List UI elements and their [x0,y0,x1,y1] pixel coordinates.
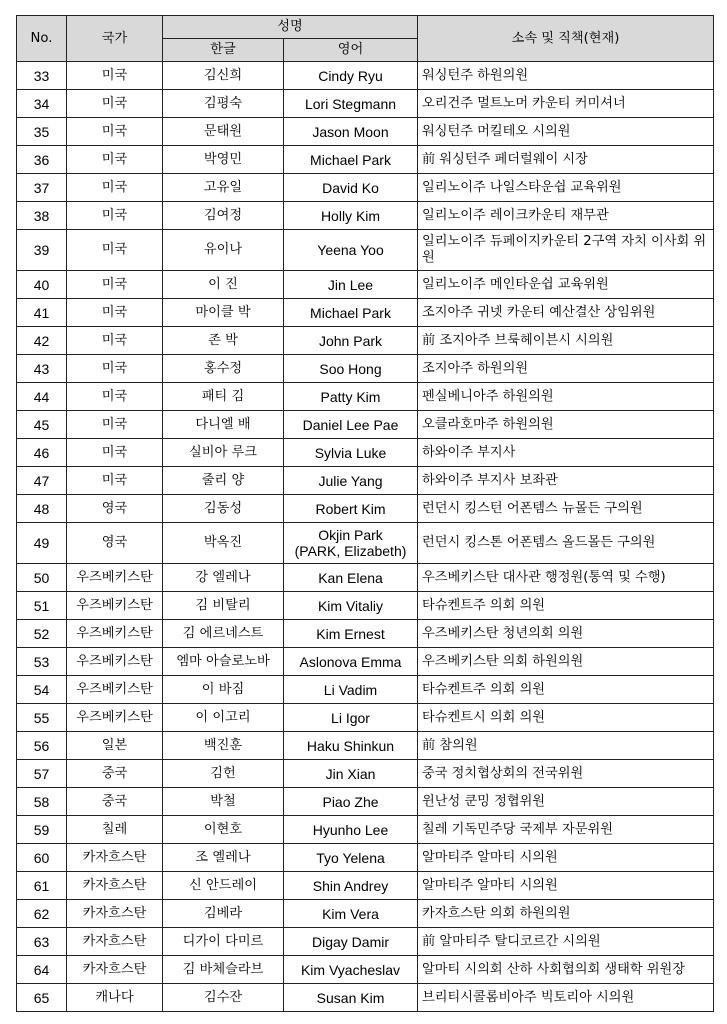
table-row [17,872,714,900]
row-country: 미국 [67,202,163,230]
header-country: 국가 [67,16,163,62]
table-row [17,816,714,844]
row-number: 40 [17,271,67,299]
row-number: 58 [17,788,67,816]
row-name-korean: 김 에르네스트 [163,620,284,648]
row-name-korean: 박철 [163,788,284,816]
row-name-english: Tyo Yelena [284,844,418,872]
row-country: 우즈베키스탄 [67,564,163,592]
row-name-korean: 실비아 루크 [163,439,284,467]
row-position: 조지아주 하원의원 [418,355,714,383]
row-position: 前 조지아주 브룩헤이븐시 시의원 [418,327,714,355]
row-position: 타슈켄트주 의회 의원 [418,592,714,620]
row-position: 알마티주 알마티 시의원 [418,844,714,872]
row-country: 카자흐스탄 [67,844,163,872]
row-number: 44 [17,383,67,411]
row-country: 중국 [67,760,163,788]
table-row [17,592,714,620]
row-country: 우즈베키스탄 [67,592,163,620]
row-position: 하와이주 부지사 [418,439,714,467]
row-number: 51 [17,592,67,620]
row-country: 카자흐스탄 [67,956,163,984]
row-position: 펜실베니아주 하원의원 [418,383,714,411]
row-number: 59 [17,816,67,844]
table-row [17,648,714,676]
table-row [17,411,714,439]
row-name-korean: 김동성 [163,495,284,523]
header-no: No. [17,16,67,62]
row-name-english: Michael Park [284,146,418,174]
row-number: 47 [17,467,67,495]
row-number: 55 [17,704,67,732]
row-country: 우즈베키스탄 [67,648,163,676]
row-name-korean: 김베라 [163,900,284,928]
row-position: 우즈베키스탄 대사관 행정원(통역 및 수행) [418,564,714,592]
row-name-english: Li Igor [284,704,418,732]
row-name-korean: 디가이 다미르 [163,928,284,956]
row-number: 62 [17,900,67,928]
row-country: 영국 [67,523,163,564]
row-number: 54 [17,676,67,704]
row-position: 카자흐스탄 의회 하원의원 [418,900,714,928]
row-name-korean: 다니엘 배 [163,411,284,439]
row-number: 60 [17,844,67,872]
row-name-english: Jason Moon [284,118,418,146]
row-country: 영국 [67,495,163,523]
row-name-english: Cindy Ryu [284,62,418,90]
row-number: 50 [17,564,67,592]
row-country: 미국 [67,62,163,90]
row-position: 前 알마티주 탈디코르간 시의원 [418,928,714,956]
row-number: 41 [17,299,67,327]
row-name-korean: 김평숙 [163,90,284,118]
row-name-english: Lori Stegmann [284,90,418,118]
row-position: 오클라호마주 하원의원 [418,411,714,439]
row-country: 카자흐스탄 [67,900,163,928]
row-name-english: Kan Elena [284,564,418,592]
row-position: 일리노이주 나일스타운쉽 교육위원 [418,174,714,202]
row-name-english: Digay Damir [284,928,418,956]
row-number: 65 [17,984,67,1012]
row-name-english: Sylvia Luke [284,439,418,467]
row-country: 카자흐스탄 [67,928,163,956]
row-name-korean: 문태원 [163,118,284,146]
row-position: 타슈켄트시 의회 의원 [418,704,714,732]
row-position: 타슈켄트주 의회 의원 [418,676,714,704]
row-position: 알마티주 알마티 시의원 [418,872,714,900]
table-row [17,230,714,271]
table-row [17,62,714,90]
row-name-korean: 고유일 [163,174,284,202]
row-name-korean: 홍수정 [163,355,284,383]
row-name-korean: 김신희 [163,62,284,90]
row-number: 39 [17,230,67,271]
row-number: 49 [17,523,67,564]
row-position: 前 참의원 [418,732,714,760]
row-name-korean: 백진훈 [163,732,284,760]
row-name-english: Daniel Lee Pae [284,411,418,439]
table-row [17,844,714,872]
row-name-english: Kim Vitaliy [284,592,418,620]
row-name-english: Shin Andrey [284,872,418,900]
row-country: 미국 [67,174,163,202]
row-name-english: Yeena Yoo [284,230,418,271]
table-row [17,956,714,984]
row-name-english: Kim Vera [284,900,418,928]
row-name-english: Aslonova Emma [284,648,418,676]
row-position: 일리노이주 메인타운쉽 교육위원 [418,271,714,299]
row-number: 35 [17,118,67,146]
row-country: 미국 [67,146,163,174]
row-country: 우즈베키스탄 [67,704,163,732]
roster-table [16,15,714,1012]
row-number: 61 [17,872,67,900]
row-name-korean: 마이클 박 [163,299,284,327]
table-row [17,383,714,411]
row-position: 하와이주 부지사 보좌관 [418,467,714,495]
row-country: 미국 [67,411,163,439]
row-name-korean: 유이나 [163,230,284,271]
table-row [17,439,714,467]
row-country: 우즈베키스탄 [67,676,163,704]
row-name-korean: 존 박 [163,327,284,355]
table-body [17,62,714,1012]
row-position: 워싱턴주 하원의원 [418,62,714,90]
row-name-english: Hyunho Lee [284,816,418,844]
header-name-korean: 한글 [163,39,284,62]
row-name-english: Jin Xian [284,760,418,788]
row-position: 중국 정치협상회의 전국위원 [418,760,714,788]
table-row [17,788,714,816]
row-name-english: Soo Hong [284,355,418,383]
table-row [17,118,714,146]
row-country: 미국 [67,383,163,411]
row-number: 45 [17,411,67,439]
row-country: 우즈베키스탄 [67,620,163,648]
row-name-english: Kim Vyacheslav [284,956,418,984]
row-name-english: Holly Kim [284,202,418,230]
row-country: 미국 [67,230,163,271]
row-name-korean: 엠마 아슬로노바 [163,648,284,676]
table-row [17,928,714,956]
table-row [17,146,714,174]
row-name-korean: 조 옐레나 [163,844,284,872]
row-name-korean: 김여정 [163,202,284,230]
row-number: 53 [17,648,67,676]
row-name-korean: 줄리 양 [163,467,284,495]
header-position: 소속 및 직책(현재) [418,16,714,62]
row-name-korean: 박영민 [163,146,284,174]
table-row [17,564,714,592]
row-number: 52 [17,620,67,648]
row-number: 64 [17,956,67,984]
row-position: 우즈베키스탄 청년의회 의원 [418,620,714,648]
row-name-english: David Ko [284,174,418,202]
row-country: 미국 [67,118,163,146]
row-number: 57 [17,760,67,788]
row-position: 일리노이주 듀페이지카운티 2구역 자치 이사회 위원 [418,230,714,271]
header-name-group: 성명 [163,16,418,39]
table-row [17,271,714,299]
table-row [17,900,714,928]
row-name-korean: 신 안드레이 [163,872,284,900]
row-name-english-line1: Okjin Park [318,527,383,543]
header-name-english: 영어 [284,39,418,62]
row-position: 조지아주 귀넷 카운티 예산결산 상임위원 [418,299,714,327]
row-name-korean: 김 비탈리 [163,592,284,620]
table-row [17,355,714,383]
row-country: 미국 [67,90,163,118]
row-position: 런던시 킹스턴 어폰템스 뉴몰든 구의원 [418,495,714,523]
row-name-korean: 이 이고리 [163,704,284,732]
row-country: 캐나다 [67,984,163,1012]
row-name-english: Susan Kim [284,984,418,1012]
table-row [17,760,714,788]
row-position: 브리티시콜롬비아주 빅토리아 시의원 [418,984,714,1012]
row-name-korean: 박옥진 [163,523,284,564]
table-row [17,620,714,648]
row-country: 미국 [67,271,163,299]
row-name-english: Patty Kim [284,383,418,411]
row-country: 미국 [67,467,163,495]
table-row [17,495,714,523]
row-number: 43 [17,355,67,383]
row-name-english: Julie Yang [284,467,418,495]
table-row [17,467,714,495]
row-number: 33 [17,62,67,90]
row-number: 34 [17,90,67,118]
table-row [17,299,714,327]
row-name-korean: 패티 김 [163,383,284,411]
row-name-english: Haku Shinkun [284,732,418,760]
table-row [17,676,714,704]
row-name-english: John Park [284,327,418,355]
row-name-korean: 이현호 [163,816,284,844]
table-row [17,174,714,202]
table-row [17,523,714,564]
row-name-english: Kim Ernest [284,620,418,648]
row-position: 윈난성 쿤밍 정협위원 [418,788,714,816]
row-position: 前 워싱턴주 페더럴웨이 시장 [418,146,714,174]
row-name-korean: 이 바짐 [163,676,284,704]
row-position: 알마티 시의회 산하 사회협의회 생태학 위원장 [418,956,714,984]
table-row [17,732,714,760]
row-position: 워싱턴주 머킬테오 시의원 [418,118,714,146]
row-name-korean: 강 엘레나 [163,564,284,592]
row-position: 일리노이주 레이크카운티 재무관 [418,202,714,230]
table-row [17,327,714,355]
row-position: 우즈베키스탄 의회 하원의원 [418,648,714,676]
table-row [17,90,714,118]
row-name-english: Jin Lee [284,271,418,299]
row-name-english: Li Vadim [284,676,418,704]
row-name-english: Michael Park [284,299,418,327]
row-position: 오리건주 멀트노머 카운티 커미셔너 [418,90,714,118]
row-country: 미국 [67,355,163,383]
row-country: 미국 [67,299,163,327]
row-name-english-line2: (PARK, Elizabeth) [294,543,407,559]
row-position: 런던시 킹스톤 어폰템스 올드몰든 구의원 [418,523,714,564]
table-row [17,202,714,230]
row-name-english: Robert Kim [284,495,418,523]
row-number: 38 [17,202,67,230]
row-country: 미국 [67,439,163,467]
table-row [17,984,714,1012]
row-country: 일본 [67,732,163,760]
row-country: 칠레 [67,816,163,844]
row-number: 56 [17,732,67,760]
row-name-korean: 이 진 [163,271,284,299]
row-name-korean: 김헌 [163,760,284,788]
table-header [17,16,714,62]
row-name-korean: 김수잔 [163,984,284,1012]
row-number: 42 [17,327,67,355]
row-number: 36 [17,146,67,174]
row-name-korean: 김 바체슬라브 [163,956,284,984]
row-position: 칠레 기독민주당 국제부 자문위원 [418,816,714,844]
row-number: 48 [17,495,67,523]
row-number: 63 [17,928,67,956]
row-country: 카자흐스탄 [67,872,163,900]
row-country: 미국 [67,327,163,355]
row-name-english: Piao Zhe [284,788,418,816]
row-country: 중국 [67,788,163,816]
row-number: 46 [17,439,67,467]
row-number: 37 [17,174,67,202]
table-row [17,704,714,732]
row-name-english [284,523,418,564]
